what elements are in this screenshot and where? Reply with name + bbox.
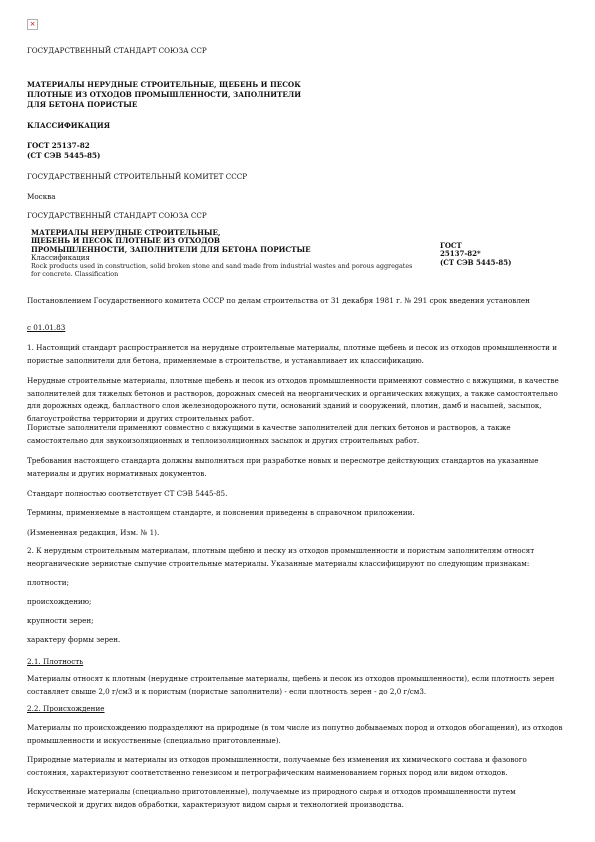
- broken-image-icon: ×: [27, 19, 38, 30]
- paragraph-3: Пористые заполнители применяют совместно с вяжущими в качестве заполнителей для легких бетонов и растворов, а также самостоятельно для звукоизоляционных и теплоизоляционных засыпок и других строительных работ.: [27, 423, 511, 445]
- committee-name: ГОСУДАРСТВЕННЫЙ СТРОИТЕЛЬНЫЙ КОМИТЕТ СССР: [27, 172, 248, 181]
- header-english-title-2: for concrete. Classification: [31, 270, 119, 279]
- standard-name: ГОСУДАРСТВЕННЫЙ СТАНДАРТ СОЮЗА ССР: [27, 46, 207, 55]
- section-2-1-heading: 2.1. Плотность: [27, 657, 84, 666]
- header-gost-label: ГОСТ: [440, 241, 462, 250]
- header-english-title-1: Rock products used in construction, solid broken stone and sand made from industrial wastes and porous aggregates: [31, 262, 413, 271]
- classification-label: КЛАССИФИКАЦИЯ: [27, 121, 111, 130]
- city-name: Москва: [27, 192, 56, 201]
- paragraph-2: Нерудные строительные материалы, плотные щебень и песок из отходов промышленности применяют совместно с вяжущими, в качестве заполнителей для тяжелых бетонов и растворов, дорожных смесей на неорганических и органических вяжущих, а также самостоятельно для дорожных одежд, балластного слоя железнодорожного пути, оснований зданий и сооружений, плотин, дамб и насыпей, засыпок, благоустройства территории и других строительных работ.: [27, 376, 559, 423]
- paragraph-4: Требования настоящего стандарта должны выполняться при разработке новых и пересмотре действующих стандартов на указанные материалы и других нормативных документов.: [27, 456, 539, 478]
- paragraph-origin-1: Материалы по происхождению подразделяют на природные (в том числе из попутно добываемых пород и отходов обогащения), из отходов промышленности и искусственные (специально приготовленные).: [27, 723, 563, 745]
- paragraph-density: Материалы относят к плотным (нерудные строительные материалы, щебень и песок из отходов промышленности), если плотность зерен составляет свыше 2,0 г/см3 и к пористым (пористые заполнители) - если плотность зерен - до 2,0 г/см3.: [27, 674, 555, 696]
- paragraph-1: 1. Настоящий стандарт распространяется на нерудные строительные материалы, плотные щебень и песок из отходов промышленности и пористые заполнители для бетона, применяемые в строительстве, и устанавливает их классификацию.: [27, 343, 558, 365]
- st-sev-number: (СТ СЭВ 5445-85): [27, 151, 101, 160]
- header-gost-number: 25137-82*: [440, 249, 481, 259]
- header-gost-block: [440, 242, 511, 267]
- amendment-note: (Измененная редакция, Изм. № 1).: [27, 528, 160, 537]
- standard-header-block: [31, 228, 571, 279]
- standard-name-2: ГОСУДАРСТВЕННЫЙ СТАНДАРТ СОЮЗА ССР: [27, 211, 207, 220]
- section-2-2-heading: 2.2. Происхождение: [27, 704, 105, 713]
- paragraph-6: Термины, применяемые в настоящем стандарте, и пояснения приведены в справочном приложении.: [27, 508, 415, 517]
- paragraph-8: 2. К нерудным строительным материалам, плотным щебню и песку из отходов промышленности и пористым заполнителям относят неорганические зернистые сыпучие строительные материалы. Указанные материалы классифицируют по следующим признакам:: [27, 546, 535, 568]
- document-title-line-1: МАТЕРИАЛЫ НЕРУДНЫЕ СТРОИТЕЛЬНЫЕ, ЩЕБЕНЬ И ПЕСОК: [27, 80, 301, 89]
- document-title-line-3: ДЛЯ БЕТОНА ПОРИСТЫЕ: [27, 100, 138, 109]
- feature-grain-shape: характеру формы зерен.: [27, 635, 121, 644]
- paragraph-origin-2: Природные материалы и материалы из отходов промышленности, получаемые без изменения их химического состава и фазового состояния, характеризуют соответственно генезисом и петрографическим наименованием горных пород или видом отходов.: [27, 755, 527, 777]
- paragraph-5: Стандарт полностью соответствует СТ СЭВ 5445-85.: [27, 489, 228, 498]
- paragraph-origin-3: Искусственные материалы (специально приготовленные), получаемые из природного сырья и отходов промышленности путем термической и других видов обработки, характеризуют видом сырья и технологией производства.: [27, 787, 516, 809]
- document-title-line-2: ПЛОТНЫЕ ИЗ ОТХОДОВ ПРОМЫШЛЕННОСТИ, ЗАПОЛНИТЕЛИ: [27, 90, 302, 99]
- effective-date: с 01.01.83: [27, 323, 66, 332]
- gost-number: ГОСТ 25137-82: [27, 141, 90, 150]
- header-title-line-2: ЩЕБЕНЬ И ПЕСОК ПЛОТНЫЕ ИЗ ОТХОДОВ: [31, 236, 221, 246]
- feature-origin: происхождению;: [27, 597, 92, 606]
- header-title-line-1: МАТЕРИАЛЫ НЕРУДНЫЕ СТРОИТЕЛЬНЫЕ,: [31, 228, 221, 237]
- feature-density: плотности;: [27, 578, 69, 587]
- feature-grain-size: крупности зерен;: [27, 616, 94, 625]
- header-st-sev: (СТ СЭВ 5445-85): [440, 257, 512, 267]
- header-title-line-3: ПРОМЫШЛЕННОСТИ, ЗАПОЛНИТЕЛИ ДЛЯ БЕТОНА ПОРИСТЫЕ: [31, 244, 311, 254]
- decree-paragraph: Постановлением Государственного комитета СССР по делам строительства от 31 декабря 1981 г. № 291 срок введения установлен: [27, 296, 530, 305]
- header-classification: Классификация: [31, 253, 90, 262]
- header-title-block: [31, 229, 431, 279]
